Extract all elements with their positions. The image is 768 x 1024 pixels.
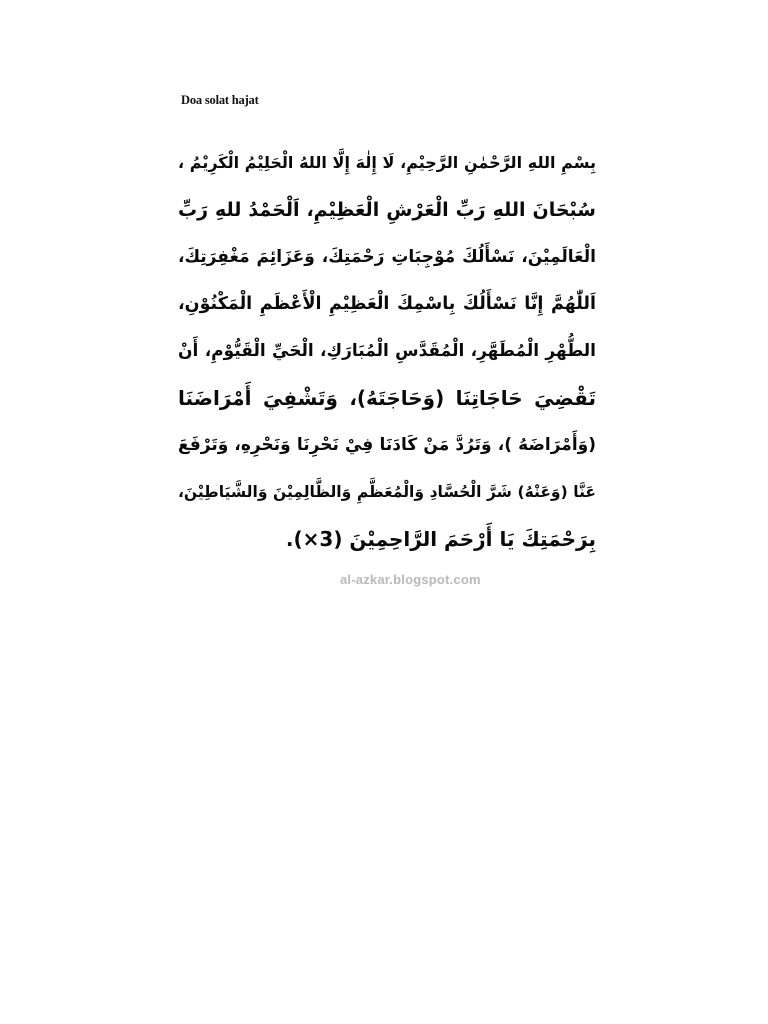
prayer-line-3: الْعَالَمِيْنَ، نَسْأَلُكَ مُوْجِبَاتِ رَحْمَتِكَ، وَعَزَائِمَ مَغْفِرَتِكَ،: [178, 247, 596, 267]
prayer-line-1: بِسْمِ اللهِ الرَّحْمٰنِ الرَّحِيْمِ، لَا إِلٰهَ إِلَّا اللهُ الْحَلِيْمُ الْكَرِيْمُ ،: [178, 153, 596, 172]
prayer-line-9: بِرَحْمَتِكَ يَا أَرْحَمَ الرَّاحِمِيْنَ (3×).: [285, 527, 596, 551]
source-watermark: al-azkar.blogspot.com: [340, 572, 481, 587]
document-title: Doa solat hajat: [181, 93, 259, 107]
prayer-line-6: تَقْضِيَ حَاجَاتِنَا (وَحَاجَتَهُ)، وَتَشْفِيَ أَمْرَاضَنَا: [178, 386, 596, 410]
prayer-line-2: سُبْحَانَ اللهِ رَبِّ الْعَرْشِ الْعَظِيْمِ، اَلْحَمْدُ للهِ رَبِّ: [178, 199, 596, 221]
arabic-prayer-image: [178, 140, 596, 570]
prayer-line-8: عَنَّا (وَعَنْهُ) شَرَّ الْحُسَّادِ وَالْمُعَظَّمِ وَالظَّالِمِيْنَ وَالشَّيَاطِيْنَ،: [178, 483, 596, 501]
prayer-line-7: (وَأَمْرَاضَهُ )، وَتَرُدَّ مَنْ كَادَنَا فِيْ نَحْرِنَا وَنَحْرِهِ، وَتَرْفَعَ: [178, 435, 596, 455]
prayer-line-5: الطُّهْرِ الْمُطَهَّرِ، الْمُقَدَّسِ الْمُبَارَكِ، الْحَيِّ الْقَيُّوْمِ، أَنْ: [178, 341, 596, 361]
prayer-line-4: اَللّٰهُمَّ إِنَّا نَسْأَلُكَ بِاسْمِكَ الْعَظِيْمِ الْأَعْظَمِ الْمَكْنُوْنِ،: [178, 294, 596, 314]
